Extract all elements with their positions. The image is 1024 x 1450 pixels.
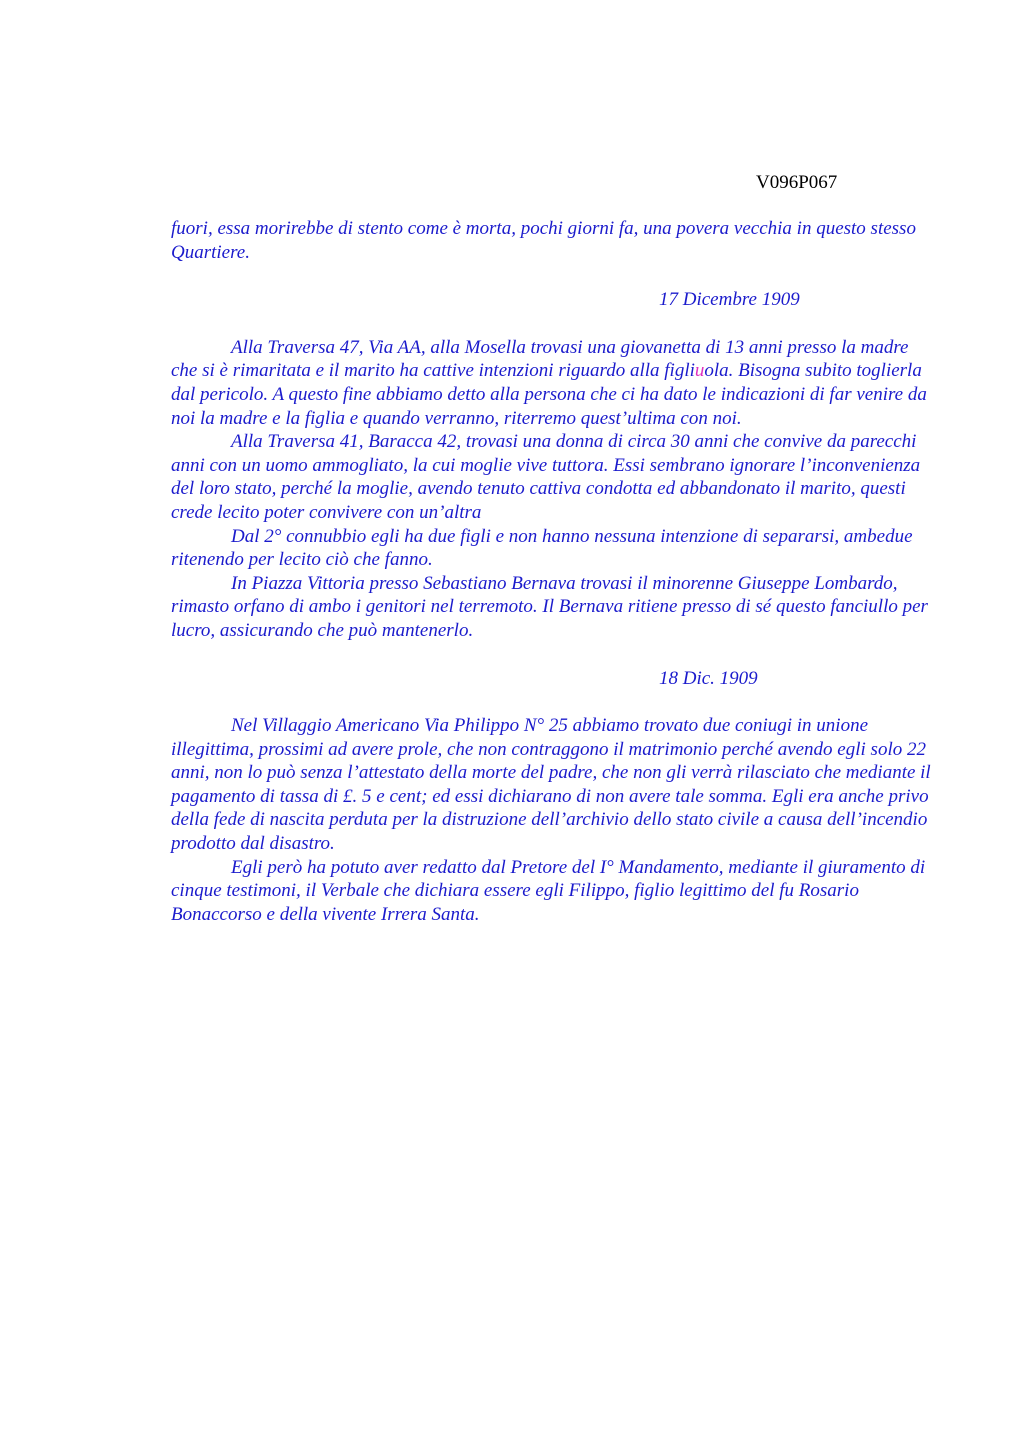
paragraph-traversa-41: Alla Traversa 41, Baracca 42, trovasi una donna di circa 30 anni che convive da parecchi anni con un uomo ammogliato, la cui moglie vive tuttora. Essi sembrano ignorare l’inconvenienza del loro stato, perché la moglie, avendo tenuto cattiva condotta ed abbandonato il marito, questi crede lecito poter convivere con un’altra xyxy=(171,431,921,523)
entry-date-1: 17 Dicembre 1909 xyxy=(659,289,800,311)
spacer xyxy=(171,690,931,714)
spacer xyxy=(171,643,931,667)
entry-date-2: 18 Dic. 1909 xyxy=(659,667,758,689)
paragraph-villaggio-americano: Nel Villaggio Americano Via Philippo N° 25 abbiamo trovato due coniugi in unione illegittima, prossimi ad avere prole, che non contraggono il matrimonio perché avendo egli solo 22 anni, non lo può senza l’attestato della morte del padre, che non gli verrà rilasciato che mediante il pagamento di tassa di £. 5 e cent; ed essi dichiarano di non avere tale somma. Egli era anche privo della fede di nascita perduta per la distruzione dell’archivio dello stato civile a causa dell’incendio prodotto dal disastro. xyxy=(171,715,931,855)
paragraph-pretore: Egli però ha potuto aver redatto dal Pretore del I° Mandamento, mediante il giuramento di cinque testimoni, il Verbale che dichiara essere egli Filippo, figlio legittimo del fu Rosario Bonaccorso e della vivente Irrera Santa. xyxy=(171,856,926,925)
spacer xyxy=(171,312,931,336)
paragraph-text-part: Alla Traversa 47, Via AA, alla Mosella trovasi una giovanetta di 13 anni presso la madre che si è rimaritata e il marito ha cattive intenzioni riguardo alla figli xyxy=(171,336,909,382)
document-body xyxy=(171,217,931,926)
paragraph-text-part: ola. Bisogna subito toglierla dal pericolo. A questo fine abbiamo detto alla persona che ci ha dato le indicazioni di far venire da noi la madre e la figlia e quando verranno, riterremo quest’ultima con noi. xyxy=(171,360,927,429)
paragraph-connubbio: Dal 2° connubbio egli ha due figli e non hanno nessuna intenzione di separarsi, ambedue ritenendo per lecito ciò che fanno. xyxy=(171,525,913,571)
page-identifier: V096P067 xyxy=(756,172,838,193)
paragraph-traversa-47 xyxy=(171,336,931,430)
correction-mark: u xyxy=(694,360,705,382)
paragraph-piazza-vittoria: In Piazza Vittoria presso Sebastiano Bernava trovasi il minorenne Giuseppe Lombardo, rimasto orfano di ambo i genitori nel terremoto. Il Bernava ritiene presso di sé questo fanciullo per lucro, assicurando che può mantenerlo. xyxy=(171,572,928,641)
spacer xyxy=(171,264,931,288)
paragraph-continuation: fuori, essa morirebbe di stento come è morta, pochi giorni fa, una povera vecchia in questo stesso Quartiere. xyxy=(171,218,916,263)
